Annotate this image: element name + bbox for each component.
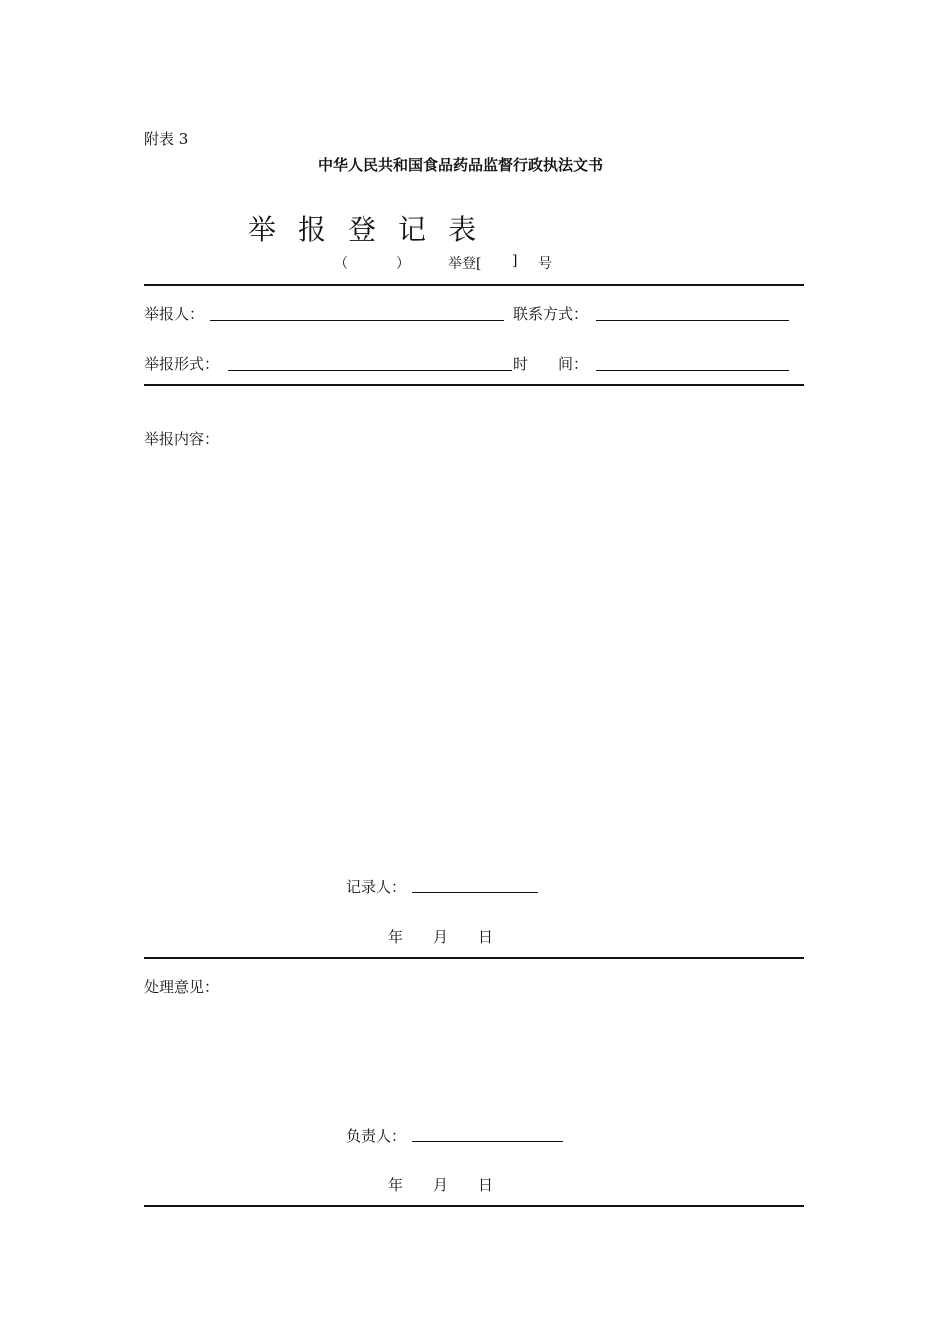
divider-top xyxy=(144,284,804,286)
report-form-field[interactable] xyxy=(228,370,512,371)
title-char: 举 xyxy=(248,213,277,246)
divider-fields xyxy=(144,384,804,386)
responsible-field[interactable] xyxy=(412,1141,563,1142)
recorder-field[interactable] xyxy=(412,892,538,893)
time-label: 时 间： xyxy=(513,355,589,373)
form-title xyxy=(248,208,476,248)
opinion-date: 年 月 日 xyxy=(388,1176,494,1194)
title-char: 报 xyxy=(298,213,327,246)
content-date: 年 月 日 xyxy=(388,928,494,946)
number-prefix: 举登[ xyxy=(448,256,482,272)
contact-label: 联系方式： xyxy=(513,305,589,323)
number-suffix: 号 xyxy=(538,256,552,272)
report-form-label: 举报形式： xyxy=(144,355,220,373)
title-char: 表 xyxy=(448,213,477,246)
attachment-label: 附表 3 xyxy=(144,130,189,148)
paren-open: （ xyxy=(334,256,348,272)
paren-close: ） xyxy=(396,256,410,272)
report-content-label: 举报内容： xyxy=(144,430,220,448)
divider-bottom xyxy=(144,1205,804,1207)
responsible-label: 负责人： xyxy=(346,1127,407,1145)
divider-content xyxy=(144,957,804,959)
reporter-field[interactable] xyxy=(210,320,504,321)
time-field[interactable] xyxy=(596,370,789,371)
bracket-close: ] xyxy=(512,253,518,269)
recorder-label: 记录人： xyxy=(346,878,407,896)
title-char: 记 xyxy=(398,213,427,246)
contact-field[interactable] xyxy=(596,320,789,321)
handling-opinion-label: 处理意见： xyxy=(144,978,220,996)
title-char: 登 xyxy=(348,213,377,246)
reporter-label: 举报人： xyxy=(144,305,205,323)
issuing-authority: 中华人民共和国食品药品监督行政执法文书 xyxy=(318,156,604,174)
